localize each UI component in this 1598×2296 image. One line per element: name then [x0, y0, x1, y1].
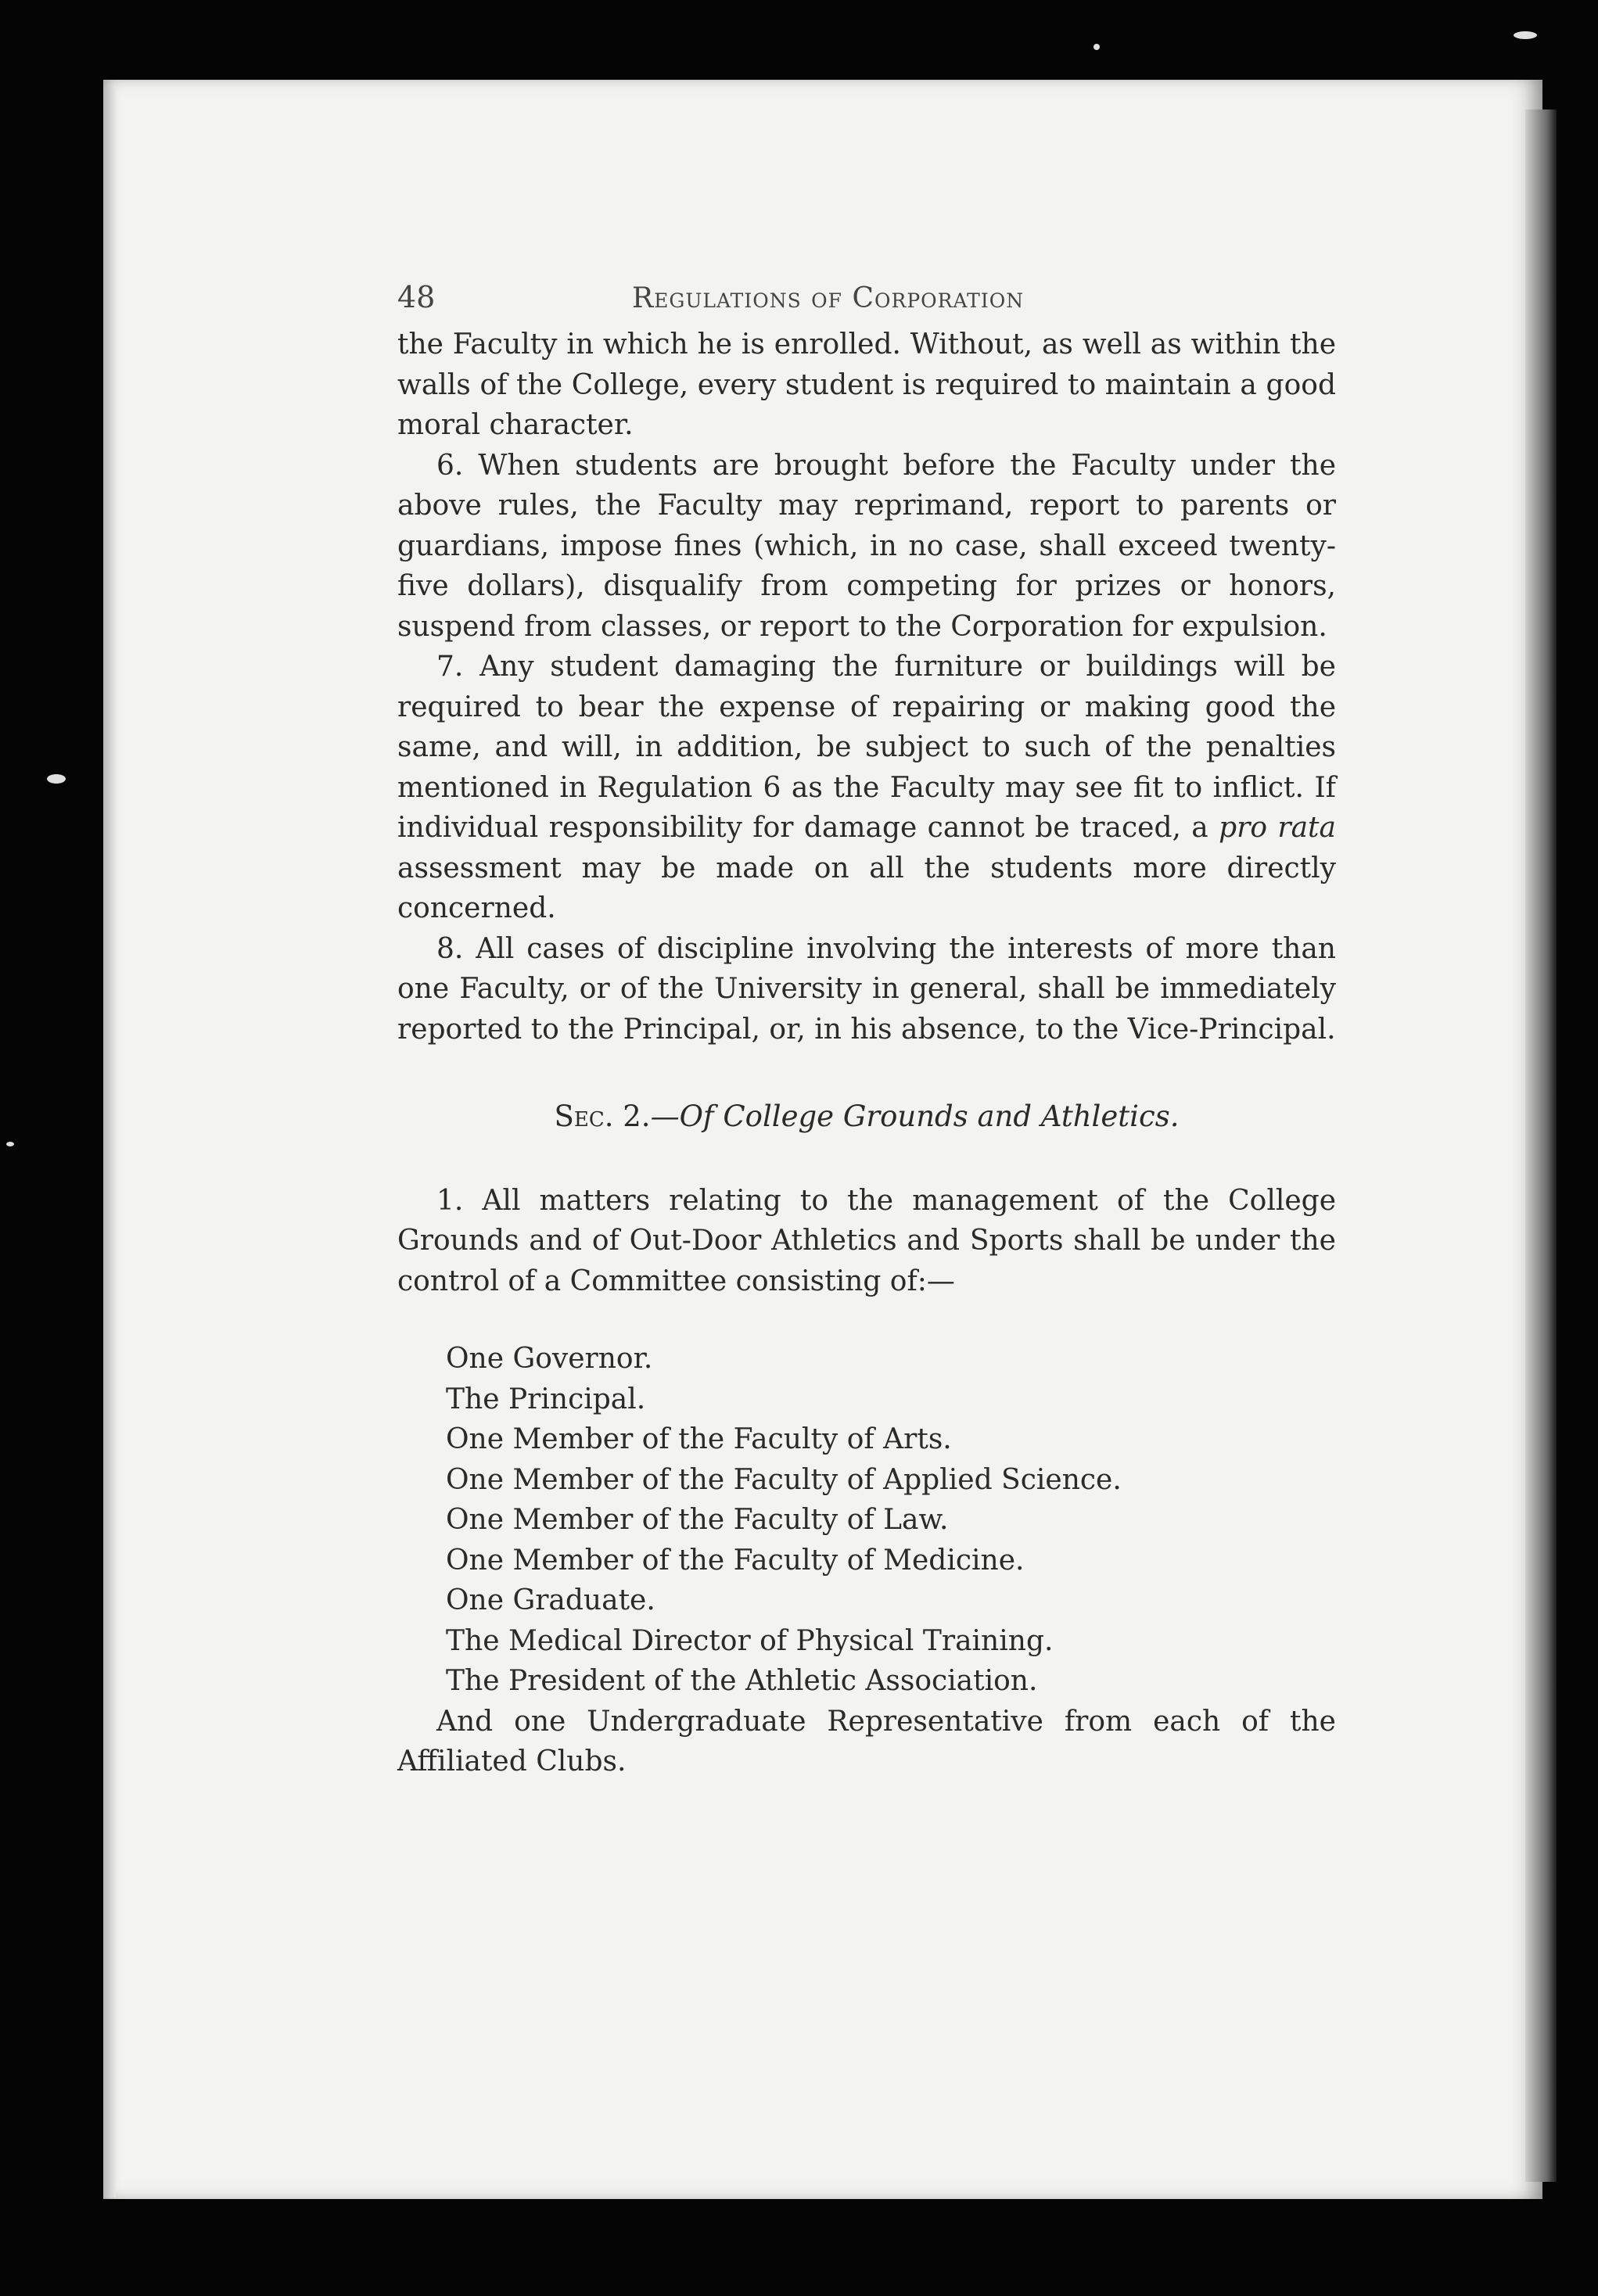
scan-speck: [47, 774, 66, 784]
closing-paragraph: And one Undergraduate Representative from each of the Affiliated Clubs.: [397, 1705, 1336, 1778]
page-fore-edge: [1525, 109, 1557, 2182]
section-label: Sec. 2.: [554, 1100, 651, 1133]
page-text: [397, 278, 1336, 1782]
list-item: The Principal.: [446, 1383, 646, 1415]
list-item: One Graduate.: [446, 1584, 655, 1616]
regulation-7-text: 7. Any student damaging the furniture or buildings will be required to bear the expense of repairing or making good the same, and will, in addition, be subject to such of the penalties mentioned in Regulation 6 as the Faculty may see fit to inflict. If individual responsibility for damage cannot be traced, a: [397, 651, 1336, 844]
page-number: 48: [397, 280, 436, 314]
section-regulation-1: 1. All matters relating to the management of the College Grounds and of Out-Door Athletics and Sports shall be under the control of a Committee consisting of:—: [397, 1184, 1336, 1297]
scan-speck: [6, 1142, 14, 1146]
regulation-8: 8. All cases of discipline involving the interests of more than one Faculty, or of the University in general, shall be immediately reported to the Principal, or, in his absence, to the Vice-Principal.: [397, 932, 1336, 1046]
continued-paragraph: the Faculty in which he is enrolled. Without, as well as within the walls of the College, every student is required to maintain a good moral character.: [397, 328, 1336, 441]
running-title: Regulations of Corporation: [632, 282, 1025, 314]
regulation-7-italic: pro rata: [1219, 812, 1336, 844]
page-gutter-edge: [103, 86, 116, 2197]
list-item: One Governor.: [446, 1343, 653, 1375]
section-heading: [397, 1096, 1336, 1137]
running-head: [397, 278, 1336, 325]
list-item: The Medical Director of Physical Training.: [446, 1624, 1054, 1657]
regulation-6: 6. When students are brought before the Faculty under the above rules, the Faculty may reprimand, report to parents or guardians, impose fines (which, in no case, shall exceed twenty-five dollars), disqualify from competing for prizes or honors, suspend from classes, or report to the Corporation for expulsion.: [397, 449, 1336, 643]
scan-speck: [1514, 31, 1537, 39]
list-item: The President of the Athletic Association.: [446, 1665, 1038, 1697]
section-title: —Of College Grounds and Athletics.: [650, 1100, 1180, 1133]
list-item: One Member of the Faculty of Applied Science.: [446, 1463, 1122, 1496]
regulation-7-text-end: assessment may be made on all the students more directly concerned.: [397, 852, 1336, 924]
list-item: One Member of the Faculty of Law.: [446, 1504, 949, 1536]
list-item: One Member of the Faculty of Arts.: [446, 1423, 952, 1455]
scan-speck: [1093, 44, 1100, 50]
list-item: One Member of the Faculty of Medicine.: [446, 1544, 1025, 1577]
committee-member-list: [397, 1339, 1336, 1702]
regulation-7: [397, 647, 1336, 929]
